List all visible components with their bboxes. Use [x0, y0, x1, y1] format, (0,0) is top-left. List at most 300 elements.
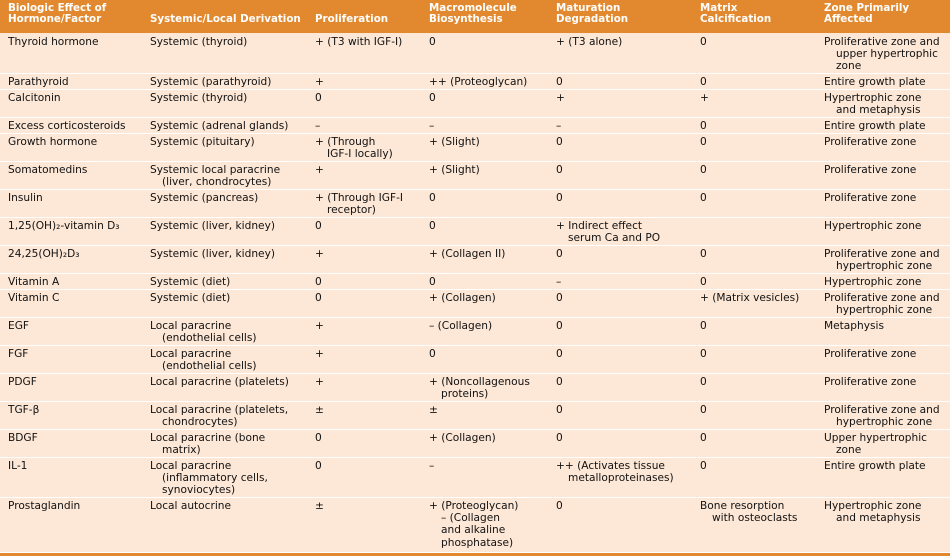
- table-cell: [315, 320, 324, 332]
- table-row: [0, 74, 950, 90]
- cell-line: + (T3 alone): [556, 36, 623, 48]
- table-cell: [315, 404, 324, 416]
- cell-line: Insulin: [8, 192, 43, 204]
- table-cell: [150, 404, 288, 428]
- cell-line: Somatomedins: [8, 164, 88, 176]
- cell-line: 0: [700, 348, 707, 360]
- table-cell: [556, 460, 674, 484]
- table-cell: [429, 220, 436, 232]
- cell-line: ±: [315, 500, 324, 512]
- cell-line: + (Collagen): [429, 432, 496, 444]
- table-cell: [315, 276, 322, 288]
- cell-line: + (Noncollagenous: [429, 376, 530, 388]
- table-cell: [150, 432, 265, 456]
- cell-line: Proliferative zone: [824, 192, 917, 204]
- table-cell: [556, 320, 563, 332]
- table-row: [0, 274, 950, 290]
- table-cell: [824, 292, 940, 316]
- table-cell: [700, 164, 707, 176]
- table-row: [0, 118, 950, 134]
- table-cell: [700, 92, 709, 104]
- table-cell: [824, 76, 926, 88]
- cell-line: 0: [429, 36, 436, 48]
- cell-line: 0: [429, 92, 436, 104]
- table-cell: [150, 376, 289, 388]
- header-cell: Systemic/Local Derivation: [150, 13, 301, 25]
- cell-line: Systemic (pituitary): [150, 136, 255, 148]
- table-row: [0, 374, 950, 402]
- table-cell: [315, 460, 322, 472]
- table-cell: [150, 248, 275, 260]
- cell-line: Systemic local paracrine: [150, 164, 281, 176]
- cell-line: 0: [556, 136, 563, 148]
- cell-line: Prostaglandin: [8, 500, 81, 512]
- table-cell: [429, 36, 436, 48]
- table-cell: [556, 248, 563, 260]
- cell-line: Thyroid hormone: [8, 36, 99, 48]
- cell-line: receptor): [327, 204, 376, 217]
- cell-line: serum Ca and PO: [568, 232, 661, 245]
- table-cell: [315, 432, 322, 444]
- table-cell: [700, 348, 707, 360]
- table-cell: [824, 120, 926, 132]
- table-header: [0, 0, 950, 33]
- cell-line: +: [700, 92, 709, 104]
- table-cell: [700, 292, 799, 304]
- table-cell: [429, 348, 436, 360]
- table-cell: [150, 136, 255, 148]
- cell-line: Local paracrine: [150, 348, 232, 360]
- table-cell: [315, 500, 324, 512]
- table-cell: [556, 120, 561, 132]
- table-cell: [315, 220, 322, 232]
- table-cell: [700, 460, 707, 472]
- cell-line: Hypertrophic zone: [824, 500, 922, 512]
- cell-line: +: [315, 376, 324, 388]
- cell-line: 0: [556, 248, 563, 260]
- table-cell: [556, 432, 563, 444]
- cell-line: + (Matrix vesicles): [700, 292, 800, 304]
- cell-line: Parathyroid: [8, 76, 69, 88]
- table-cell: [700, 404, 707, 416]
- cell-line: +: [315, 348, 324, 360]
- header-cell: Matrix Calcification: [700, 2, 772, 25]
- table-cell: [556, 348, 563, 360]
- cell-line: Local paracrine (platelets,: [150, 404, 289, 416]
- table-cell: [8, 92, 61, 104]
- table-cell: [700, 276, 707, 288]
- table-cell: [8, 276, 59, 288]
- table-cell: [700, 192, 707, 204]
- cell-line: matrix): [162, 444, 201, 457]
- cell-line: + (Collagen): [429, 292, 496, 304]
- table-row: [0, 218, 950, 246]
- cell-line: 0: [700, 36, 707, 48]
- table-cell: [150, 292, 230, 304]
- cell-line: IGF-I locally): [327, 148, 393, 161]
- table-cell: [150, 164, 280, 188]
- cell-line: + (Proteoglycan): [429, 500, 519, 512]
- table-cell: [556, 292, 563, 304]
- table-cell: [556, 92, 565, 104]
- cell-line: zone: [836, 444, 862, 457]
- table-cell: [8, 404, 39, 416]
- table-cell: [150, 92, 247, 104]
- table-cell: [824, 248, 940, 272]
- cell-line: Systemic (liver, kidney): [150, 248, 275, 260]
- cell-line: Systemic (pancreas): [150, 192, 259, 204]
- table-row: [0, 458, 950, 498]
- table-row: [0, 190, 950, 218]
- cell-line: 0: [556, 376, 563, 388]
- cell-line: Vitamin A: [8, 276, 60, 288]
- cell-line: 0: [700, 320, 707, 332]
- table-cell: [315, 36, 402, 48]
- cell-line: 0: [556, 192, 563, 204]
- cell-line: Proliferative zone: [824, 376, 917, 388]
- cell-line: 0: [429, 348, 436, 360]
- cell-line: hypertrophic zone: [836, 416, 933, 429]
- table-cell: [429, 320, 492, 332]
- table-cell: [315, 164, 324, 176]
- table-cell: [150, 220, 275, 232]
- table-cell: [8, 376, 37, 388]
- table-cell: [824, 376, 916, 388]
- cell-line: with osteoclasts: [712, 512, 798, 525]
- cell-line: (liver, chondrocytes): [162, 176, 272, 189]
- table-cell: [315, 348, 324, 360]
- cell-line: 0: [700, 120, 707, 132]
- cell-line: Local paracrine (bone: [150, 432, 266, 444]
- cell-line: Bone resorption: [700, 500, 785, 512]
- cell-line: Systemic (diet): [150, 276, 231, 288]
- cell-line: 0: [700, 76, 707, 88]
- cell-line: 0: [700, 376, 707, 388]
- table-cell: [150, 460, 268, 497]
- table-cell: [824, 220, 921, 232]
- table-cell: [429, 136, 480, 148]
- cell-line: TGF-β: [8, 404, 40, 416]
- table-cell: [8, 432, 38, 444]
- table-cell: [8, 292, 59, 304]
- cell-line: ++ (Activates tissue: [556, 460, 665, 472]
- table-row: [0, 290, 950, 318]
- table-cell: [8, 460, 27, 472]
- cell-line: Proliferative zone and: [824, 292, 940, 304]
- table-cell: [556, 36, 622, 48]
- table-cell: [824, 136, 916, 148]
- cell-line: + (Collagen II): [429, 248, 506, 260]
- cell-line: 0: [556, 500, 563, 512]
- cell-line: 0: [700, 460, 707, 472]
- cell-line: Local paracrine: [150, 320, 232, 332]
- cell-line: 0: [429, 192, 436, 204]
- table-cell: [8, 36, 99, 48]
- header-cell: Macromolecule Biosynthesis: [429, 2, 517, 25]
- table-cell: [315, 92, 322, 104]
- cell-line: 0: [700, 404, 707, 416]
- table-cell: [700, 120, 707, 132]
- table-cell: [824, 276, 921, 288]
- cell-line: Systemic (thyroid): [150, 92, 248, 104]
- cell-line: 0: [556, 292, 563, 304]
- cell-line: 0: [556, 76, 563, 88]
- cell-line: Excess corticosteroids: [8, 120, 126, 132]
- header-cell: Proliferation: [315, 13, 389, 25]
- cell-line: –: [315, 120, 321, 132]
- table-cell: [150, 36, 247, 48]
- table-cell: [8, 220, 120, 232]
- table-cell: [824, 500, 921, 524]
- table-cell: [700, 376, 707, 388]
- header-cell: Maturation Degradation: [556, 2, 629, 25]
- table-cell: [150, 276, 230, 288]
- table-cell: [429, 432, 496, 444]
- cell-line: synoviocytes): [162, 484, 236, 497]
- cell-line: upper hypertrophic: [836, 48, 938, 61]
- table-cell: [315, 136, 393, 160]
- cell-line: ±: [315, 404, 324, 416]
- table-cell: [429, 192, 436, 204]
- cell-line: Systemic (parathyroid): [150, 76, 272, 88]
- cell-line: (inflammatory cells,: [162, 472, 268, 485]
- table-cell: [150, 320, 257, 344]
- table-cell: [150, 192, 258, 204]
- header-cell: Biologic Effect of Hormone/Factor: [8, 2, 107, 25]
- cell-line: +: [315, 320, 324, 332]
- table-cell: [700, 136, 707, 148]
- cell-line: Proliferative zone: [824, 164, 917, 176]
- cell-line: 0: [429, 276, 436, 288]
- table-row: [0, 162, 950, 190]
- cell-line: Systemic (diet): [150, 292, 231, 304]
- cell-line: Proliferative zone and: [824, 36, 940, 48]
- cell-line: Proliferative zone and: [824, 248, 940, 260]
- table-cell: [8, 348, 28, 360]
- cell-line: 24,25(OH)₂D₃: [8, 248, 80, 260]
- table-cell: [429, 292, 496, 304]
- table-cell: [315, 376, 324, 388]
- table-row: [0, 430, 950, 458]
- cell-line: Entire growth plate: [824, 460, 926, 472]
- table-cell: [315, 192, 403, 216]
- cell-line: hypertrophic zone: [836, 260, 933, 273]
- cell-line: (endothelial cells): [162, 360, 257, 373]
- table-cell: [8, 120, 126, 132]
- table-cell: [8, 136, 97, 148]
- table-cell: [556, 192, 563, 204]
- cell-line: Hypertrophic zone: [824, 220, 922, 232]
- table-cell: [429, 376, 530, 400]
- cell-line: metalloproteinases): [568, 472, 674, 485]
- table-cell: [824, 404, 940, 428]
- cell-line: Metaphysis: [824, 320, 884, 332]
- cell-line: 0: [315, 460, 322, 472]
- header-cell: Zone Primarily Affected: [824, 2, 910, 25]
- table-cell: [700, 248, 707, 260]
- table-cell: [556, 404, 563, 416]
- cell-line: Proliferative zone and: [824, 404, 940, 416]
- cell-line: 0: [315, 432, 322, 444]
- cell-line: Local paracrine (platelets): [150, 376, 289, 388]
- table-cell: [8, 500, 80, 512]
- table-cell: [8, 320, 29, 332]
- cell-line: + (Through IGF-I: [315, 192, 404, 204]
- cell-line: Local paracrine: [150, 460, 232, 472]
- cell-line: + (T3 with IGF-I): [315, 36, 403, 48]
- cell-line: + (Slight): [429, 136, 480, 148]
- table-cell: [556, 76, 563, 88]
- table-cell: [8, 76, 69, 88]
- table-row: [0, 90, 950, 118]
- cell-line: Systemic (liver, kidney): [150, 220, 275, 232]
- table-cell: [429, 76, 527, 88]
- cell-line: 0: [315, 92, 322, 104]
- cell-line: 0: [700, 432, 707, 444]
- cell-line: FGF: [8, 348, 29, 360]
- cell-line: Hypertrophic zone: [824, 92, 922, 104]
- cell-line: 0: [700, 136, 707, 148]
- table-cell: [824, 164, 916, 176]
- table-cell: [315, 76, 324, 88]
- cell-line: Upper hypertrophic: [824, 432, 927, 444]
- table-cell: [556, 220, 660, 244]
- table-cell: [824, 36, 940, 73]
- table-cell: [315, 120, 320, 132]
- table-cell: [150, 348, 257, 372]
- table-cell: [700, 320, 707, 332]
- cell-line: IL-1: [8, 460, 28, 472]
- cell-line: and metaphysis: [836, 512, 921, 525]
- cell-line: Hypertrophic zone: [824, 276, 922, 288]
- table-cell: [556, 276, 561, 288]
- cell-line: phosphatase): [441, 536, 514, 549]
- cell-line: 0: [700, 248, 707, 260]
- cell-line: 1,25(OH)₂-vitamin D₃: [8, 220, 120, 232]
- cell-line: + (Through: [315, 136, 376, 148]
- cell-line: Entire growth plate: [824, 120, 926, 132]
- table-cell: [824, 460, 926, 472]
- table-cell: [556, 164, 563, 176]
- table-row: [0, 34, 950, 74]
- table-cell: [556, 500, 563, 512]
- cell-line: –: [556, 120, 562, 132]
- cell-line: – (Collagen: [441, 512, 501, 525]
- cell-line: and alkaline: [441, 524, 506, 537]
- table-cell: [824, 320, 884, 332]
- table-cell: [429, 404, 438, 416]
- table-row: [0, 498, 950, 553]
- cell-line: Systemic (thyroid): [150, 36, 248, 48]
- cell-line: 0: [556, 320, 563, 332]
- cell-line: +: [315, 164, 324, 176]
- table-cell: [824, 192, 916, 204]
- table-cell: [8, 192, 43, 204]
- table-cell: [429, 460, 434, 472]
- table-cell: [700, 500, 797, 524]
- cell-line: +: [315, 248, 324, 260]
- cell-line: 0: [556, 164, 563, 176]
- cell-line: BDGF: [8, 432, 38, 444]
- cell-line: 0: [556, 404, 563, 416]
- table-row: [0, 318, 950, 346]
- table-cell: [315, 248, 324, 260]
- cell-line: chondrocytes): [162, 416, 238, 429]
- table-row: [0, 346, 950, 374]
- cell-line: 0: [429, 220, 436, 232]
- table-cell: [315, 292, 322, 304]
- cell-line: + (Slight): [429, 164, 480, 176]
- cell-line: Entire growth plate: [824, 76, 926, 88]
- cell-line: 0: [700, 276, 707, 288]
- table-cell: [429, 276, 436, 288]
- cell-line: proteins): [441, 388, 489, 401]
- table-cell: [429, 248, 505, 260]
- table-cell: [824, 432, 927, 456]
- cell-line: –: [429, 460, 435, 472]
- table-cell: [429, 164, 480, 176]
- table-cell: [150, 120, 288, 132]
- table-cell: [429, 120, 434, 132]
- table-row: [0, 246, 950, 274]
- cell-line: Proliferative zone: [824, 136, 917, 148]
- table-cell: [8, 164, 87, 176]
- cell-line: Calcitonin: [8, 92, 61, 104]
- table-cell: [700, 36, 707, 48]
- cell-line: +: [315, 76, 324, 88]
- cell-line: 0: [700, 164, 707, 176]
- table-cell: [150, 500, 231, 512]
- cell-line: –: [429, 120, 435, 132]
- cell-line: Proliferative zone: [824, 348, 917, 360]
- cell-line: hypertrophic zone: [836, 304, 933, 317]
- cell-line: – (Collagen): [429, 320, 493, 332]
- cell-line: Local autocrine: [150, 500, 232, 512]
- cell-line: + Indirect effect: [556, 220, 643, 232]
- cell-line: EGF: [8, 320, 29, 332]
- table-cell: [556, 136, 563, 148]
- cell-line: 0: [315, 220, 322, 232]
- table-cell: [700, 432, 707, 444]
- cell-line: 0: [315, 276, 322, 288]
- cell-line: zone: [836, 60, 862, 73]
- cell-line: ±: [429, 404, 438, 416]
- cell-line: +: [556, 92, 565, 104]
- cell-line: 0: [315, 292, 322, 304]
- cell-line: and metaphysis: [836, 104, 921, 117]
- cell-line: 0: [700, 192, 707, 204]
- cell-line: 0: [556, 432, 563, 444]
- table-cell: [150, 76, 271, 88]
- cell-line: Vitamin C: [8, 292, 60, 304]
- cell-line: 0: [556, 348, 563, 360]
- cell-line: (endothelial cells): [162, 332, 257, 345]
- cell-line: –: [556, 276, 562, 288]
- cell-line: Systemic (adrenal glands): [150, 120, 289, 132]
- table-row: [0, 402, 950, 430]
- table-cell: [8, 248, 80, 260]
- cell-line: Growth hormone: [8, 136, 98, 148]
- table-cell: [429, 500, 518, 549]
- table-cell: [824, 92, 921, 116]
- cell-line: ++ (Proteoglycan): [429, 76, 528, 88]
- cell-line: PDGF: [8, 376, 37, 388]
- table-cell: [824, 348, 916, 360]
- table-cell: [429, 92, 436, 104]
- table-row: [0, 134, 950, 162]
- table-cell: [556, 376, 563, 388]
- table-cell: [700, 76, 707, 88]
